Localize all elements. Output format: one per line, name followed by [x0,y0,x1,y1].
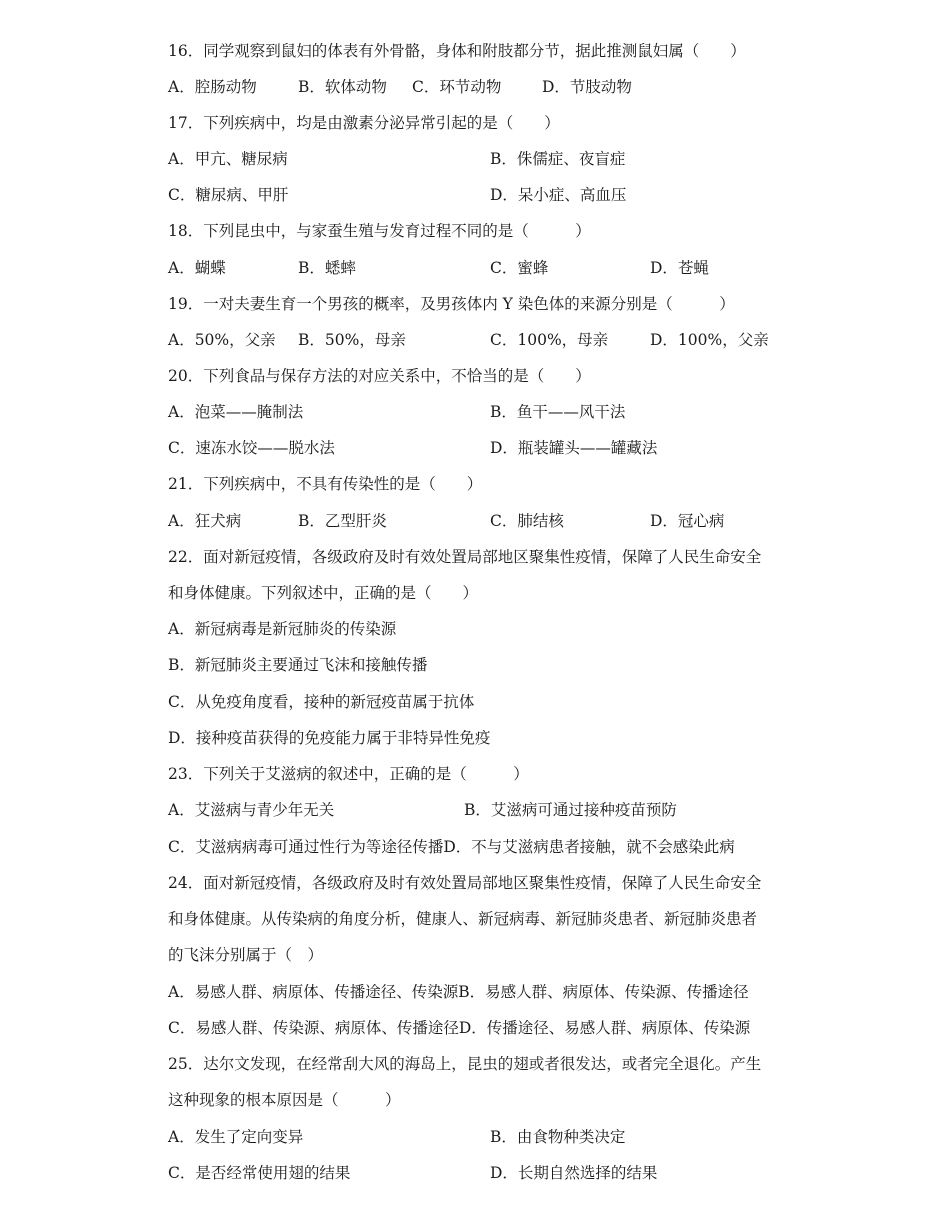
question-21-stem: 21．下列疾病中，不具有传染性的是（ ） [168,475,483,493]
question-17-option-a[interactable]: A．甲亢、糖尿病 [168,150,288,168]
question-17-stem: 17．下列疾病中，均是由激素分泌异常引起的是（ ） [168,114,560,132]
question-24-stem-line-2: 和身体健康。从传染病的角度分析，健康人、新冠病毒、新冠肺炎患者、新冠肺炎患者 [168,910,758,928]
question-24-option-d[interactable]: D．传播途径、易感人群、病原体、传染源 [458,1019,751,1037]
question-24-option-c[interactable]: C．易感人群、传染源、病原体、传播途径 [168,1019,459,1037]
question-25-option-b[interactable]: B．由食物种类决定 [490,1128,626,1146]
question-25-stem-line-1: 25．达尔文发现，在经常刮大风的海岛上，昆虫的翅或者很发达，或者完全退化。产生 [168,1055,762,1073]
question-18-option-b[interactable]: B．蟋蟀 [298,259,356,277]
question-18-stem: 18．下列昆虫中，与家蚕生殖与发育过程不同的是（ ） [168,222,591,240]
question-16-stem: 16．同学观察到鼠妇的体表有外骨骼，身体和附肢都分节，据此推测鼠妇属（ ） [168,42,746,60]
question-21-options [168,504,788,538]
question-22-stem-line-1: 22．面对新冠疫情，各级政府及时有效处置局部地区聚集性疫情，保障了人民生命安全 [168,548,762,566]
question-24-options-row-1 [168,975,788,1009]
question-22-stem-line-2: 和身体健康。下列叙述中，正确的是（ ） [168,584,479,602]
question-23-option-d[interactable]: D．不与艾滋病患者接触，就不会感染此病 [443,838,735,856]
question-19-option-b[interactable]: B．50%，母亲 [298,331,406,349]
question-20-options-row-1 [168,395,788,429]
question-18-option-a[interactable]: A．蝴蝶 [168,259,226,277]
question-20-option-d[interactable]: D．瓶装罐头——罐藏法 [490,439,658,457]
question-18-option-d[interactable]: D．苍蝇 [650,259,709,277]
question-24-options-row-2 [168,1011,788,1045]
question-16-option-b[interactable]: B．软体动物 [298,78,387,96]
question-22-option-b[interactable]: B．新冠肺炎主要通过飞沫和接触传播 [168,656,428,674]
question-25-option-d[interactable]: D．长期自然选择的结果 [490,1164,658,1182]
question-16-option-d[interactable]: D．节肢动物 [542,78,632,96]
question-20-options-row-2 [168,431,788,465]
question-16-option-a[interactable]: A．腔肠动物 [168,78,257,96]
question-19-stem: 19．一对夫妻生育一个男孩的概率，及男孩体内 Y 染色体的来源分别是（ ） [168,295,735,313]
question-20-option-a[interactable]: A．泡菜——腌制法 [168,403,304,421]
question-24-option-a[interactable]: A．易感人群、病原体、传播途径、传染源 [168,983,459,1001]
question-18-option-c[interactable]: C．蜜蜂 [490,259,549,277]
question-23-option-b[interactable]: B．艾滋病可通过接种疫苗预防 [464,801,677,819]
question-17-option-c[interactable]: C．糖尿病、甲肝 [168,186,289,204]
question-20-option-c[interactable]: C．速冻水饺——脱水法 [168,439,335,457]
question-22-option-d[interactable]: D．接种疫苗获得的免疫能力属于非特异性免疫 [168,729,491,747]
question-23-option-a[interactable]: A．艾滋病与青少年无关 [168,801,335,819]
question-18-options [168,251,788,285]
question-19-option-c[interactable]: C．100%，母亲 [490,331,609,349]
question-19-option-a[interactable]: A．50%，父亲 [168,331,276,349]
question-21-option-a[interactable]: A．狂犬病 [168,512,242,530]
question-25-options-row-2 [168,1156,788,1190]
question-21-option-b[interactable]: B．乙型肝炎 [298,512,387,530]
question-22-option-a[interactable]: A．新冠病毒是新冠肺炎的传染源 [168,620,397,638]
question-25-stem-line-2: 这种现象的根本原因是（ ） [168,1091,401,1109]
question-16-option-c[interactable]: C．环节动物 [412,78,502,96]
question-23-stem: 23．下列关于艾滋病的叙述中，正确的是（ ） [168,765,529,783]
question-19-option-d[interactable]: D．100%，父亲 [650,331,769,349]
question-25-option-a[interactable]: A．发生了定向变异 [168,1128,304,1146]
question-17-options-row-1 [168,142,788,176]
question-17-option-d[interactable]: D．呆小症、高血压 [490,186,627,204]
question-23-options-row-2 [168,830,788,864]
question-17-option-b[interactable]: B．侏儒症、夜盲症 [490,150,626,168]
question-21-option-c[interactable]: C．肺结核 [490,512,564,530]
question-22-option-c[interactable]: C．从免疫角度看，接种的新冠疫苗属于抗体 [168,693,475,711]
question-21-option-d[interactable]: D．冠心病 [650,512,725,530]
question-16-options [168,70,788,104]
question-25-options-row-1 [168,1120,788,1154]
question-25-option-c[interactable]: C．是否经常使用翅的结果 [168,1164,351,1182]
question-23-options-row-1 [168,793,788,827]
question-17-options-row-2 [168,178,788,212]
question-20-stem: 20．下列食品与保存方法的对应关系中，不恰当的是（ ） [168,367,591,385]
question-24-stem-line-3: 的飞沫分别属于（ ） [168,946,324,964]
question-24-option-b[interactable]: B．易感人群、病原体、传染源、传播途径 [458,983,749,1001]
question-19-options [168,323,788,357]
question-23-option-c[interactable]: C．艾滋病病毒可通过性行为等途径传播 [168,838,444,856]
question-24-stem-line-1: 24．面对新冠疫情，各级政府及时有效处置局部地区聚集性疫情，保障了人民生命安全 [168,874,762,892]
question-20-option-b[interactable]: B．鱼干——风干法 [490,403,626,421]
